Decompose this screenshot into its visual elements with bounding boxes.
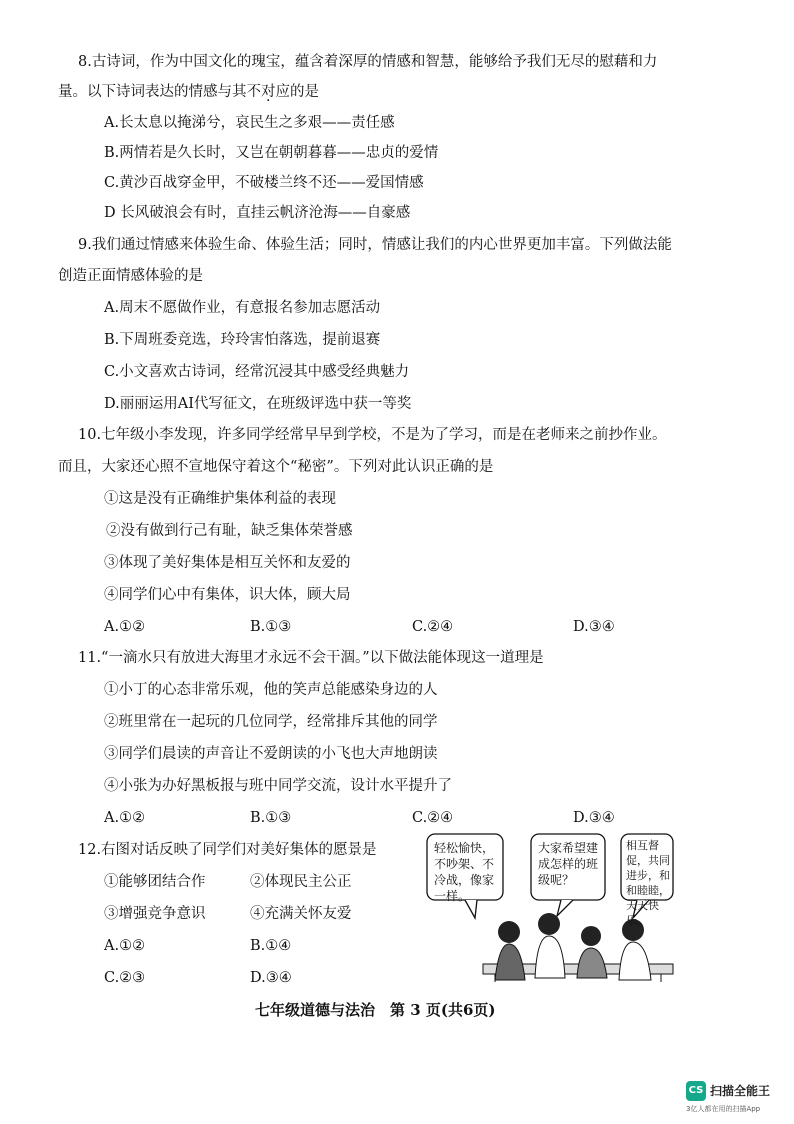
q12-statement-4: ④充满关怀友爱 (250, 906, 352, 922)
speech-bubble-3: 相互督促，共同进步，和和睦睦，天天快乐。 (626, 839, 670, 927)
q8-stem-line-2 (58, 82, 319, 102)
q9-option-d: D.丽丽运用AI代写征文，在班级评选中获一等奖 (104, 396, 412, 412)
q10-choice-a: A.①② (104, 619, 146, 635)
speech-bubble-2: 大家希望建成怎样的班级呢？ (538, 841, 599, 887)
q11-choice-a: A.①② (104, 810, 146, 826)
q9-stem-line-2: 创造正面情感体验的是 (58, 268, 203, 284)
q12-choice-a: A.①② (104, 938, 146, 954)
q8-option-a: A.长太息以掩涕兮，哀民生之多艰——责任感 (104, 115, 395, 131)
speech-bubble-1: 轻松愉快，不吵架、不冷战，像家一样。 (434, 841, 495, 903)
q10-choice-b: B.①③ (250, 619, 292, 635)
q11-statement-1: ①小丁的心态非常乐观，他的笑声总能感染身边的人 (104, 682, 438, 698)
q12-statement-1: ①能够团结合作 (104, 874, 206, 890)
q11-stem-line-1: 11.“一滴水只有放进大海里才永远不会干涸。”以下做法能体现这一道理是 (78, 650, 544, 666)
scanner-logo-icon: CS (686, 1081, 706, 1101)
q10-statement-1: ①这是没有正确维护集体利益的表现 (104, 491, 336, 507)
q9-option-c: C.小文喜欢古诗词，经常沉浸其中感受经典魅力 (104, 364, 410, 380)
scanner-app-tagline: 3亿人都在用的扫描App (686, 1105, 761, 1113)
q11-statement-4: ④小张为办好黑板报与班中同学交流，设计水平提升了 (104, 778, 452, 794)
q10-statement-2: ②没有做到行己有耻，缺乏集体荣誉感 (106, 523, 353, 539)
q12-statement-2: ②体现民主公正 (250, 874, 352, 890)
q8-stem-part-c: 的是 (290, 84, 319, 100)
q12-choice-d: D.③④ (250, 970, 292, 986)
q11-statement-3: ③同学们晨读的声音让不爱朗读的小飞也大声地朗读 (104, 746, 438, 762)
q11-choice-d: D.③④ (573, 810, 615, 826)
q11-statement-2: ②班里常在一起玩的几位同学，经常排斥其他的同学 (104, 714, 438, 730)
q8-stem-line-1: 8.古诗词，作为中国文化的瑰宝，蕴含着深厚的情感和智慧，能够给予我们无尽的慰藉和力 (78, 54, 658, 70)
q8-stem-part-a: 量。以下诗词表达的情感与其 (58, 84, 247, 100)
q10-stem-line-1: 10.七年级小李发现，许多同学经常早早到学校，不是为了学习，而是在老师来之前抄作业。 (78, 427, 667, 443)
q8-option-b: B.两情若是久长时，又岂在朝朝暮暮——忠贞的爱情 (104, 145, 439, 161)
q12-dialogue-illustration (425, 832, 675, 982)
q12-stem-line-1: 12.右图对话反映了同学们对美好集体的愿景是 (78, 842, 377, 858)
q8-option-c: C.黄沙百战穿金甲，不破楼兰终不还——爱国情感 (104, 175, 424, 191)
q10-stem-line-2: 而且，大家还心照不宣地保守着这个“秘密”。下列对此认识正确的是 (58, 459, 494, 475)
q12-statement-3: ③增强竞争意识 (104, 906, 206, 922)
q9-option-a: A.周末不愿做作业，有意报名参加志愿活动 (104, 300, 381, 316)
q10-statement-4: ④同学们心中有集体，识大体，顾大局 (104, 587, 351, 603)
scanner-app-name: 扫描全能王 (710, 1084, 771, 1098)
q9-option-b: B.下周班委竞选，玲玲害怕落选，提前退赛 (104, 332, 381, 348)
scanner-watermark (686, 1081, 781, 1115)
q8-option-d: D 长风破浪会有时，直挂云帆济沧海——自豪感 (104, 205, 411, 221)
q10-statement-3: ③体现了美好集体是相互关怀和友爱的 (104, 555, 351, 571)
q10-choice-c: C.②④ (412, 619, 454, 635)
q10-choice-d: D.③④ (573, 619, 615, 635)
q8-emphasis-not-match: 不对应 (246, 84, 290, 100)
page-footer: 七年级道德与法治 第 3 页(共6页) (255, 1001, 496, 1019)
q12-choice-b: B.①④ (250, 938, 292, 954)
q11-choice-c: C.②④ (412, 810, 454, 826)
q12-choice-c: C.②③ (104, 970, 146, 986)
q11-choice-b: B.①③ (250, 810, 292, 826)
q9-stem-line-1: 9.我们通过情感来体验生命、体验生活；同时，情感让我们的内心世界更加丰富。下列做法能 (78, 237, 672, 253)
